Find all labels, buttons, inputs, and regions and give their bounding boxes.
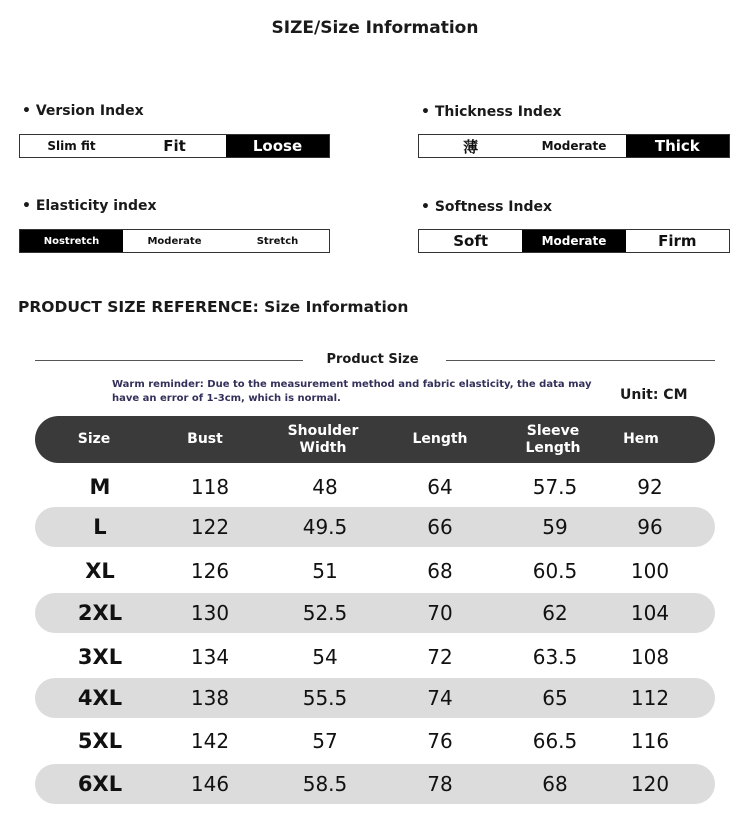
table-row [35, 764, 715, 804]
cell-bust: 122 [190, 515, 230, 539]
cell-shoulder-width: 54 [312, 645, 338, 669]
cell-sleeve-length: 63.5 [532, 645, 578, 669]
cell-size: 3XL [77, 645, 123, 669]
table-row [35, 551, 715, 591]
cell-hem: 96 [637, 515, 663, 539]
cell-length: 76 [427, 729, 453, 753]
cell-size: 2XL [77, 601, 123, 625]
softness-seg-firm: Firm [626, 230, 729, 252]
thickness-index-label: • Thickness Index [421, 104, 562, 120]
divider-right [446, 360, 715, 361]
cell-hem: 116 [630, 729, 670, 753]
cell-length: 68 [427, 559, 453, 583]
product-size-label: Product Size [326, 352, 419, 367]
thickness-seg-moderate: Moderate [522, 135, 625, 157]
softness-seg-moderate: Moderate [522, 230, 625, 252]
cell-hem: 100 [630, 559, 670, 583]
cell-shoulder-width: 48 [312, 475, 338, 499]
table-row [35, 467, 715, 507]
cell-size: 4XL [77, 686, 123, 710]
cell-sleeve-length: 68 [542, 772, 568, 796]
header-hem: Hem [623, 431, 659, 447]
cell-hem: 92 [637, 475, 663, 499]
divider-left [35, 360, 303, 361]
cell-length: 78 [427, 772, 453, 796]
table-row [35, 721, 715, 761]
cell-shoulder-width: 52.5 [302, 601, 348, 625]
cell-length: 72 [427, 645, 453, 669]
softness-index-label: • Softness Index [421, 199, 553, 215]
reference-title: PRODUCT SIZE REFERENCE: Size Information [18, 298, 409, 316]
cell-sleeve-length: 59 [542, 515, 568, 539]
header-bust: Bust [187, 431, 223, 447]
header-sleeve-length: Sleeve Length [525, 422, 581, 456]
elasticity-seg-nostretch: Nostretch [20, 230, 123, 252]
version-seg-fit: Fit [123, 135, 226, 157]
unit-label: Unit: CM [620, 387, 688, 403]
cell-size: L [93, 515, 107, 539]
table-header [35, 416, 715, 463]
elasticity-index-label: • Elasticity index [22, 198, 157, 214]
cell-hem: 108 [630, 645, 670, 669]
softness-seg-soft: Soft [419, 230, 522, 252]
cell-shoulder-width: 51 [312, 559, 338, 583]
warm-reminder: Warm reminder: Due to the measurement method and fabric elasticity, the data may have an error of 1-3cm, which is normal. [112, 379, 592, 404]
table-row [35, 637, 715, 677]
cell-size: M [89, 475, 111, 499]
cell-bust: 138 [190, 686, 230, 710]
cell-sleeve-length: 57.5 [532, 475, 578, 499]
cell-size: 6XL [77, 772, 123, 796]
cell-length: 66 [427, 515, 453, 539]
cell-length: 70 [427, 601, 453, 625]
cell-bust: 134 [190, 645, 230, 669]
table-row [35, 593, 715, 633]
cell-bust: 142 [190, 729, 230, 753]
header-size: Size [77, 431, 111, 447]
table-row [35, 507, 715, 547]
cell-size: 5XL [77, 729, 123, 753]
table-row [35, 678, 715, 718]
elasticity-index-scale [19, 229, 330, 253]
version-index-label: • Version Index [22, 103, 144, 119]
cell-sleeve-length: 65 [542, 686, 568, 710]
cell-size: XL [85, 559, 115, 583]
cell-bust: 146 [190, 772, 230, 796]
version-seg-loose: Loose [226, 135, 329, 157]
cell-length: 74 [427, 686, 453, 710]
thickness-index-scale [418, 134, 730, 158]
cell-hem: 112 [630, 686, 670, 710]
header-length: Length [412, 431, 468, 447]
elasticity-seg-stretch: Stretch [226, 230, 329, 252]
elasticity-seg-moderate: Moderate [123, 230, 226, 252]
softness-index-scale [418, 229, 730, 253]
version-index-scale [19, 134, 330, 158]
cell-shoulder-width: 57 [312, 729, 338, 753]
cell-sleeve-length: 60.5 [532, 559, 578, 583]
cell-shoulder-width: 49.5 [302, 515, 348, 539]
cell-shoulder-width: 58.5 [302, 772, 348, 796]
cell-hem: 120 [630, 772, 670, 796]
cell-length: 64 [427, 475, 453, 499]
cell-bust: 118 [190, 475, 230, 499]
cell-bust: 126 [190, 559, 230, 583]
cell-bust: 130 [190, 601, 230, 625]
thickness-seg-thin: 薄 [419, 135, 522, 157]
version-seg-slim-fit: Slim fit [20, 135, 123, 157]
thickness-seg-thick: Thick [626, 135, 729, 157]
cell-sleeve-length: 66.5 [532, 729, 578, 753]
cell-hem: 104 [630, 601, 670, 625]
cell-sleeve-length: 62 [542, 601, 568, 625]
header-shoulder-width: Shoulder Width [287, 422, 359, 456]
page-title: SIZE/Size Information [271, 18, 479, 38]
cell-shoulder-width: 55.5 [302, 686, 348, 710]
